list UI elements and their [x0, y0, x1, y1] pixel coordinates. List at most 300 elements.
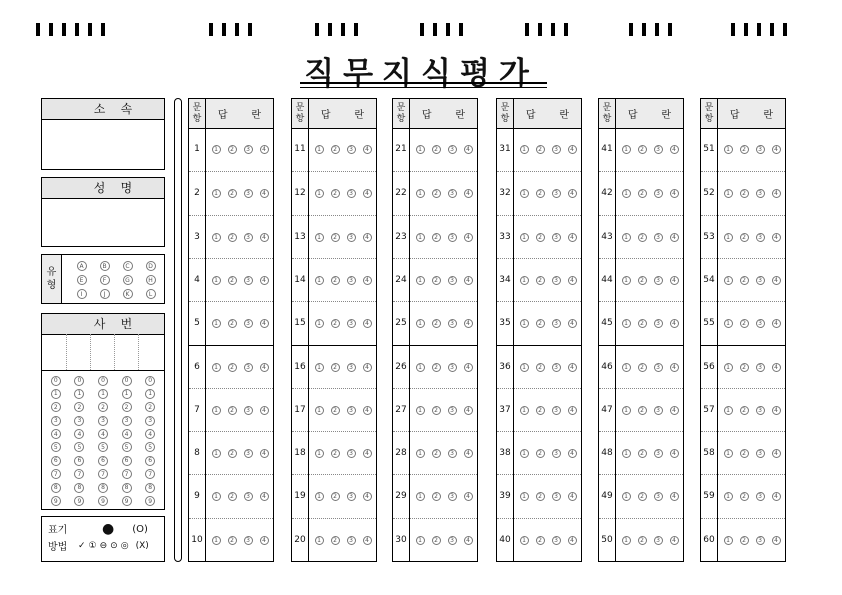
answer-bubble[interactable]: 3	[244, 536, 253, 545]
answer-bubble[interactable]: 3	[654, 189, 663, 198]
affiliation-box[interactable]	[41, 98, 165, 170]
answer-bubble[interactable]: 2	[228, 319, 237, 328]
answer-bubble[interactable]: 1	[315, 319, 324, 328]
answer-bubble[interactable]: 1	[416, 406, 425, 415]
answer-bubble[interactable]: 3	[654, 406, 663, 415]
answer-bubble[interactable]: 4	[772, 406, 781, 415]
answer-bubble[interactable]: 2	[228, 233, 237, 242]
answer-bubble[interactable]: 1	[622, 319, 631, 328]
id-digit-bubble[interactable]: 9	[51, 496, 61, 506]
answer-bubble[interactable]: 4	[772, 363, 781, 372]
answer-bubble[interactable]: 2	[331, 233, 340, 242]
answer-bubble[interactable]: 3	[552, 189, 561, 198]
answer-bubble[interactable]: 4	[464, 319, 473, 328]
answer-bubble[interactable]: 1	[416, 492, 425, 501]
answer-bubble[interactable]: 3	[244, 319, 253, 328]
answer-bubble[interactable]: 1	[724, 363, 733, 372]
answer-bubble[interactable]: 1	[622, 363, 631, 372]
answer-bubble[interactable]: 1	[520, 536, 529, 545]
id-digit-bubble[interactable]: 8	[51, 483, 61, 493]
id-digit-bubble[interactable]: 5	[74, 442, 84, 452]
answer-bubble[interactable]: 1	[724, 536, 733, 545]
answer-bubble[interactable]: 4	[670, 492, 679, 501]
answer-bubble[interactable]: 2	[331, 536, 340, 545]
answer-bubble[interactable]: 4	[464, 145, 473, 154]
answer-bubble[interactable]: 1	[724, 492, 733, 501]
answer-bubble[interactable]: 3	[654, 536, 663, 545]
answer-bubble[interactable]: 3	[448, 189, 457, 198]
answer-bubble[interactable]: 3	[552, 406, 561, 415]
answer-bubble[interactable]: 2	[536, 536, 545, 545]
answer-bubble[interactable]: 3	[552, 449, 561, 458]
answer-bubble[interactable]: 1	[622, 189, 631, 198]
id-digit-bubble[interactable]: 0	[51, 376, 61, 386]
answer-bubble[interactable]: 3	[347, 363, 356, 372]
answer-bubble[interactable]: 4	[772, 536, 781, 545]
answer-bubble[interactable]: 4	[772, 145, 781, 154]
answer-bubble[interactable]: 4	[464, 492, 473, 501]
answer-bubble[interactable]: 1	[416, 233, 425, 242]
name-box[interactable]	[41, 177, 165, 247]
answer-bubble[interactable]: 1	[724, 276, 733, 285]
id-digit-bubble[interactable]: 1	[98, 389, 108, 399]
answer-bubble[interactable]: 2	[740, 449, 749, 458]
answer-bubble[interactable]: 1	[212, 406, 221, 415]
type-option-bubble[interactable]: A	[77, 261, 87, 271]
answer-bubble[interactable]: 1	[520, 492, 529, 501]
answer-bubble[interactable]: 4	[363, 363, 372, 372]
id-digit-bubble[interactable]: 6	[74, 456, 84, 466]
answer-bubble[interactable]: 1	[622, 233, 631, 242]
answer-bubble[interactable]: 1	[520, 189, 529, 198]
id-digit-bubble[interactable]: 2	[145, 402, 155, 412]
answer-bubble[interactable]: 4	[568, 363, 577, 372]
answer-bubble[interactable]: 1	[315, 449, 324, 458]
answer-bubble[interactable]: 4	[464, 536, 473, 545]
answer-bubble[interactable]: 1	[315, 276, 324, 285]
answer-bubble[interactable]: 4	[260, 233, 269, 242]
answer-bubble[interactable]: 3	[347, 449, 356, 458]
answer-bubble[interactable]: 1	[724, 189, 733, 198]
id-digit-bubble[interactable]: 4	[145, 429, 155, 439]
id-digit-bubble[interactable]: 0	[74, 376, 84, 386]
answer-bubble[interactable]: 1	[315, 189, 324, 198]
answer-bubble[interactable]: 3	[756, 449, 765, 458]
type-option-bubble[interactable]: F	[100, 275, 110, 285]
answer-bubble[interactable]: 2	[740, 536, 749, 545]
answer-bubble[interactable]: 4	[670, 363, 679, 372]
answer-bubble[interactable]: 2	[638, 536, 647, 545]
id-digit-bubble[interactable]: 2	[51, 402, 61, 412]
answer-bubble[interactable]: 3	[448, 233, 457, 242]
answer-bubble[interactable]: 1	[520, 363, 529, 372]
answer-bubble[interactable]: 4	[363, 233, 372, 242]
answer-bubble[interactable]: 3	[552, 319, 561, 328]
answer-bubble[interactable]: 2	[331, 449, 340, 458]
id-digit-bubble[interactable]: 1	[145, 389, 155, 399]
answer-bubble[interactable]: 2	[638, 276, 647, 285]
answer-bubble[interactable]: 4	[363, 319, 372, 328]
answer-bubble[interactable]: 4	[363, 145, 372, 154]
answer-bubble[interactable]: 1	[724, 406, 733, 415]
answer-bubble[interactable]: 1	[315, 536, 324, 545]
answer-bubble[interactable]: 1	[212, 233, 221, 242]
answer-bubble[interactable]: 2	[331, 276, 340, 285]
answer-bubble[interactable]: 4	[772, 189, 781, 198]
answer-bubble[interactable]: 3	[244, 406, 253, 415]
answer-bubble[interactable]: 1	[212, 276, 221, 285]
id-digit-bubble[interactable]: 2	[122, 402, 132, 412]
id-digit-bubble[interactable]: 7	[98, 469, 108, 479]
answer-bubble[interactable]: 4	[363, 406, 372, 415]
answer-bubble[interactable]: 4	[260, 319, 269, 328]
answer-bubble[interactable]: 4	[363, 492, 372, 501]
answer-bubble[interactable]: 1	[212, 189, 221, 198]
answer-bubble[interactable]: 3	[654, 145, 663, 154]
answer-bubble[interactable]: 3	[347, 233, 356, 242]
answer-bubble[interactable]: 4	[670, 319, 679, 328]
answer-bubble[interactable]: 3	[756, 536, 765, 545]
answer-bubble[interactable]: 3	[552, 145, 561, 154]
id-digit-bubble[interactable]: 2	[98, 402, 108, 412]
id-digit-bubble[interactable]: 1	[74, 389, 84, 399]
answer-bubble[interactable]: 2	[638, 406, 647, 415]
answer-bubble[interactable]: 2	[536, 406, 545, 415]
answer-bubble[interactable]: 1	[724, 319, 733, 328]
answer-bubble[interactable]: 3	[448, 492, 457, 501]
answer-bubble[interactable]: 2	[432, 449, 441, 458]
answer-bubble[interactable]: 2	[536, 319, 545, 328]
answer-bubble[interactable]: 3	[244, 363, 253, 372]
answer-bubble[interactable]: 2	[740, 145, 749, 154]
answer-bubble[interactable]: 1	[416, 145, 425, 154]
answer-bubble[interactable]: 2	[331, 189, 340, 198]
answer-bubble[interactable]: 3	[756, 492, 765, 501]
answer-bubble[interactable]: 2	[228, 276, 237, 285]
answer-bubble[interactable]: 4	[464, 449, 473, 458]
answer-bubble[interactable]: 1	[315, 363, 324, 372]
answer-bubble[interactable]: 3	[347, 492, 356, 501]
answer-bubble[interactable]: 2	[432, 189, 441, 198]
answer-bubble[interactable]: 3	[756, 189, 765, 198]
id-digit-bubble[interactable]: 9	[98, 496, 108, 506]
answer-bubble[interactable]: 2	[228, 492, 237, 501]
answer-bubble[interactable]: 4	[363, 536, 372, 545]
id-digit-bubble[interactable]: 8	[122, 483, 132, 493]
answer-bubble[interactable]: 1	[212, 145, 221, 154]
answer-bubble[interactable]: 4	[568, 406, 577, 415]
answer-bubble[interactable]: 3	[756, 363, 765, 372]
id-digit-bubble[interactable]: 5	[98, 442, 108, 452]
id-digit-bubble[interactable]: 9	[74, 496, 84, 506]
type-option-bubble[interactable]: E	[77, 275, 87, 285]
answer-bubble[interactable]: 2	[740, 319, 749, 328]
answer-bubble[interactable]: 2	[638, 449, 647, 458]
answer-bubble[interactable]: 3	[756, 319, 765, 328]
answer-bubble[interactable]: 1	[622, 536, 631, 545]
id-digit-bubble[interactable]: 4	[122, 429, 132, 439]
answer-bubble[interactable]: 4	[260, 276, 269, 285]
answer-bubble[interactable]: 4	[568, 276, 577, 285]
answer-bubble[interactable]: 4	[260, 492, 269, 501]
answer-bubble[interactable]: 3	[552, 492, 561, 501]
id-digit-bubble[interactable]: 2	[74, 402, 84, 412]
id-digit-bubble[interactable]: 9	[122, 496, 132, 506]
answer-bubble[interactable]: 2	[740, 492, 749, 501]
answer-bubble[interactable]: 3	[244, 145, 253, 154]
answer-bubble[interactable]: 1	[724, 449, 733, 458]
type-option-bubble[interactable]: B	[100, 261, 110, 271]
answer-bubble[interactable]: 1	[212, 492, 221, 501]
answer-bubble[interactable]: 2	[536, 363, 545, 372]
answer-bubble[interactable]: 1	[416, 363, 425, 372]
answer-bubble[interactable]: 2	[638, 189, 647, 198]
answer-bubble[interactable]: 1	[416, 449, 425, 458]
answer-bubble[interactable]: 2	[638, 363, 647, 372]
answer-bubble[interactable]: 4	[363, 449, 372, 458]
answer-bubble[interactable]: 1	[520, 145, 529, 154]
answer-bubble[interactable]: 3	[448, 449, 457, 458]
answer-bubble[interactable]: 2	[432, 492, 441, 501]
answer-bubble[interactable]: 3	[347, 319, 356, 328]
answer-bubble[interactable]: 4	[772, 276, 781, 285]
id-digit-bubble[interactable]: 8	[98, 483, 108, 493]
id-digit-bubble[interactable]: 7	[74, 469, 84, 479]
answer-bubble[interactable]: 4	[568, 145, 577, 154]
answer-bubble[interactable]: 4	[260, 536, 269, 545]
answer-bubble[interactable]: 2	[536, 449, 545, 458]
id-digit-bubble[interactable]: 8	[74, 483, 84, 493]
id-digit-bubble[interactable]: 8	[145, 483, 155, 493]
id-digit-bubble[interactable]: 6	[122, 456, 132, 466]
answer-bubble[interactable]: 4	[670, 145, 679, 154]
answer-bubble[interactable]: 1	[315, 233, 324, 242]
answer-bubble[interactable]: 1	[622, 276, 631, 285]
answer-bubble[interactable]: 2	[740, 363, 749, 372]
answer-bubble[interactable]: 4	[772, 233, 781, 242]
answer-bubble[interactable]: 3	[347, 145, 356, 154]
answer-bubble[interactable]: 4	[464, 276, 473, 285]
answer-bubble[interactable]: 2	[331, 406, 340, 415]
answer-bubble[interactable]: 2	[432, 406, 441, 415]
id-digit-bubble[interactable]: 1	[122, 389, 132, 399]
answer-bubble[interactable]: 1	[520, 406, 529, 415]
answer-bubble[interactable]: 1	[212, 536, 221, 545]
answer-bubble[interactable]: 1	[212, 319, 221, 328]
answer-bubble[interactable]: 3	[244, 492, 253, 501]
answer-bubble[interactable]: 3	[347, 276, 356, 285]
answer-bubble[interactable]: 2	[638, 145, 647, 154]
answer-bubble[interactable]: 4	[260, 406, 269, 415]
answer-bubble[interactable]: 3	[552, 536, 561, 545]
answer-bubble[interactable]: 1	[416, 536, 425, 545]
type-option-bubble[interactable]: I	[77, 289, 87, 299]
answer-bubble[interactable]: 4	[363, 189, 372, 198]
answer-bubble[interactable]: 4	[670, 276, 679, 285]
answer-bubble[interactable]: 2	[638, 492, 647, 501]
answer-bubble[interactable]: 3	[654, 363, 663, 372]
answer-bubble[interactable]: 3	[448, 363, 457, 372]
id-digit-bubble[interactable]: 3	[51, 416, 61, 426]
answer-bubble[interactable]: 4	[568, 449, 577, 458]
type-option-bubble[interactable]: G	[123, 275, 133, 285]
answer-bubble[interactable]: 3	[448, 319, 457, 328]
answer-bubble[interactable]: 2	[228, 145, 237, 154]
answer-bubble[interactable]: 4	[260, 145, 269, 154]
answer-bubble[interactable]: 4	[464, 363, 473, 372]
answer-bubble[interactable]: 2	[740, 233, 749, 242]
answer-bubble[interactable]: 2	[432, 363, 441, 372]
answer-bubble[interactable]: 1	[315, 406, 324, 415]
answer-bubble[interactable]: 3	[244, 449, 253, 458]
answer-bubble[interactable]: 2	[228, 536, 237, 545]
answer-bubble[interactable]: 3	[244, 189, 253, 198]
answer-bubble[interactable]: 1	[212, 449, 221, 458]
answer-bubble[interactable]: 1	[622, 406, 631, 415]
answer-bubble[interactable]: 2	[432, 276, 441, 285]
answer-bubble[interactable]: 3	[552, 233, 561, 242]
answer-bubble[interactable]: 1	[724, 233, 733, 242]
answer-bubble[interactable]: 3	[347, 536, 356, 545]
answer-bubble[interactable]: 2	[331, 492, 340, 501]
answer-bubble[interactable]: 1	[315, 145, 324, 154]
answer-bubble[interactable]: 3	[654, 492, 663, 501]
answer-bubble[interactable]: 4	[464, 233, 473, 242]
answer-bubble[interactable]: 3	[448, 406, 457, 415]
answer-bubble[interactable]: 2	[536, 145, 545, 154]
answer-bubble[interactable]: 1	[416, 319, 425, 328]
answer-bubble[interactable]: 1	[520, 276, 529, 285]
answer-bubble[interactable]: 3	[756, 145, 765, 154]
id-digit-bubble[interactable]: 3	[122, 416, 132, 426]
answer-bubble[interactable]: 4	[568, 189, 577, 198]
id-digit-bubble[interactable]: 5	[51, 442, 61, 452]
id-digit-bubble[interactable]: 3	[74, 416, 84, 426]
answer-bubble[interactable]: 1	[212, 363, 221, 372]
answer-bubble[interactable]: 4	[670, 536, 679, 545]
id-digit-bubble[interactable]: 6	[145, 456, 155, 466]
type-option-bubble[interactable]: L	[146, 289, 156, 299]
id-digit-bubble[interactable]: 4	[51, 429, 61, 439]
answer-bubble[interactable]: 2	[432, 145, 441, 154]
answer-bubble[interactable]: 2	[228, 189, 237, 198]
answer-bubble[interactable]: 1	[315, 492, 324, 501]
answer-bubble[interactable]: 1	[622, 145, 631, 154]
answer-bubble[interactable]: 3	[448, 145, 457, 154]
answer-bubble[interactable]: 4	[260, 189, 269, 198]
answer-bubble[interactable]: 3	[552, 276, 561, 285]
answer-bubble[interactable]: 2	[331, 145, 340, 154]
answer-bubble[interactable]: 3	[347, 189, 356, 198]
answer-bubble[interactable]: 2	[228, 449, 237, 458]
answer-bubble[interactable]: 3	[654, 233, 663, 242]
answer-bubble[interactable]: 4	[670, 406, 679, 415]
id-digit-bubble[interactable]: 6	[98, 456, 108, 466]
id-digit-bubble[interactable]: 3	[145, 416, 155, 426]
id-digit-bubble[interactable]: 4	[98, 429, 108, 439]
answer-bubble[interactable]: 2	[638, 319, 647, 328]
answer-bubble[interactable]: 3	[654, 449, 663, 458]
answer-bubble[interactable]: 1	[416, 189, 425, 198]
id-digit-bubble[interactable]: 6	[51, 456, 61, 466]
answer-bubble[interactable]: 2	[228, 406, 237, 415]
answer-bubble[interactable]: 2	[331, 363, 340, 372]
answer-bubble[interactable]: 2	[536, 189, 545, 198]
type-option-bubble[interactable]: J	[100, 289, 110, 299]
answer-bubble[interactable]: 2	[740, 189, 749, 198]
answer-bubble[interactable]: 4	[464, 406, 473, 415]
answer-bubble[interactable]: 3	[448, 276, 457, 285]
id-digit-bubble[interactable]: 0	[98, 376, 108, 386]
answer-bubble[interactable]: 3	[756, 406, 765, 415]
answer-bubble[interactable]: 3	[756, 233, 765, 242]
id-digit-bubble[interactable]: 0	[145, 376, 155, 386]
id-digit-bubble[interactable]: 7	[122, 469, 132, 479]
answer-bubble[interactable]: 1	[520, 319, 529, 328]
answer-bubble[interactable]: 1	[416, 276, 425, 285]
answer-bubble[interactable]: 1	[622, 492, 631, 501]
answer-bubble[interactable]: 3	[654, 319, 663, 328]
type-option-bubble[interactable]: K	[123, 289, 133, 299]
answer-bubble[interactable]: 1	[520, 449, 529, 458]
answer-bubble[interactable]: 3	[244, 276, 253, 285]
answer-bubble[interactable]: 2	[228, 363, 237, 372]
answer-bubble[interactable]: 4	[568, 492, 577, 501]
answer-bubble[interactable]: 3	[448, 536, 457, 545]
answer-bubble[interactable]: 4	[772, 449, 781, 458]
answer-bubble[interactable]: 3	[244, 233, 253, 242]
answer-bubble[interactable]: 4	[260, 449, 269, 458]
id-digit-bubble[interactable]: 1	[51, 389, 61, 399]
answer-bubble[interactable]: 4	[260, 363, 269, 372]
type-option-bubble[interactable]: D	[146, 261, 156, 271]
answer-bubble[interactable]: 2	[740, 276, 749, 285]
id-digit-bubble[interactable]: 3	[98, 416, 108, 426]
answer-bubble[interactable]: 4	[670, 233, 679, 242]
type-option-bubble[interactable]: H	[146, 275, 156, 285]
answer-bubble[interactable]: 4	[670, 449, 679, 458]
type-option-bubble[interactable]: C	[123, 261, 133, 271]
answer-bubble[interactable]: 2	[331, 319, 340, 328]
answer-bubble[interactable]: 4	[363, 276, 372, 285]
answer-bubble[interactable]: 2	[432, 233, 441, 242]
answer-bubble[interactable]: 4	[568, 536, 577, 545]
id-digit-bubble[interactable]: 7	[145, 469, 155, 479]
answer-bubble[interactable]: 4	[568, 233, 577, 242]
answer-bubble[interactable]: 3	[347, 406, 356, 415]
id-digit-bubble[interactable]: 4	[74, 429, 84, 439]
id-digit-bubble[interactable]: 0	[122, 376, 132, 386]
answer-bubble[interactable]: 2	[536, 276, 545, 285]
id-digit-bubble[interactable]: 5	[145, 442, 155, 452]
answer-bubble[interactable]: 3	[756, 276, 765, 285]
answer-bubble[interactable]: 4	[772, 492, 781, 501]
answer-bubble[interactable]: 4	[568, 319, 577, 328]
answer-bubble[interactable]: 4	[670, 189, 679, 198]
answer-bubble[interactable]: 3	[552, 363, 561, 372]
answer-bubble[interactable]: 2	[740, 406, 749, 415]
answer-bubble[interactable]: 2	[432, 319, 441, 328]
answer-bubble[interactable]: 4	[772, 319, 781, 328]
answer-bubble[interactable]: 1	[520, 233, 529, 242]
employee-id-write-row[interactable]	[42, 334, 164, 371]
id-digit-bubble[interactable]: 5	[122, 442, 132, 452]
answer-bubble[interactable]: 4	[464, 189, 473, 198]
answer-bubble[interactable]: 2	[536, 492, 545, 501]
answer-bubble[interactable]: 1	[724, 145, 733, 154]
id-digit-bubble[interactable]: 9	[145, 496, 155, 506]
answer-bubble[interactable]: 2	[432, 536, 441, 545]
